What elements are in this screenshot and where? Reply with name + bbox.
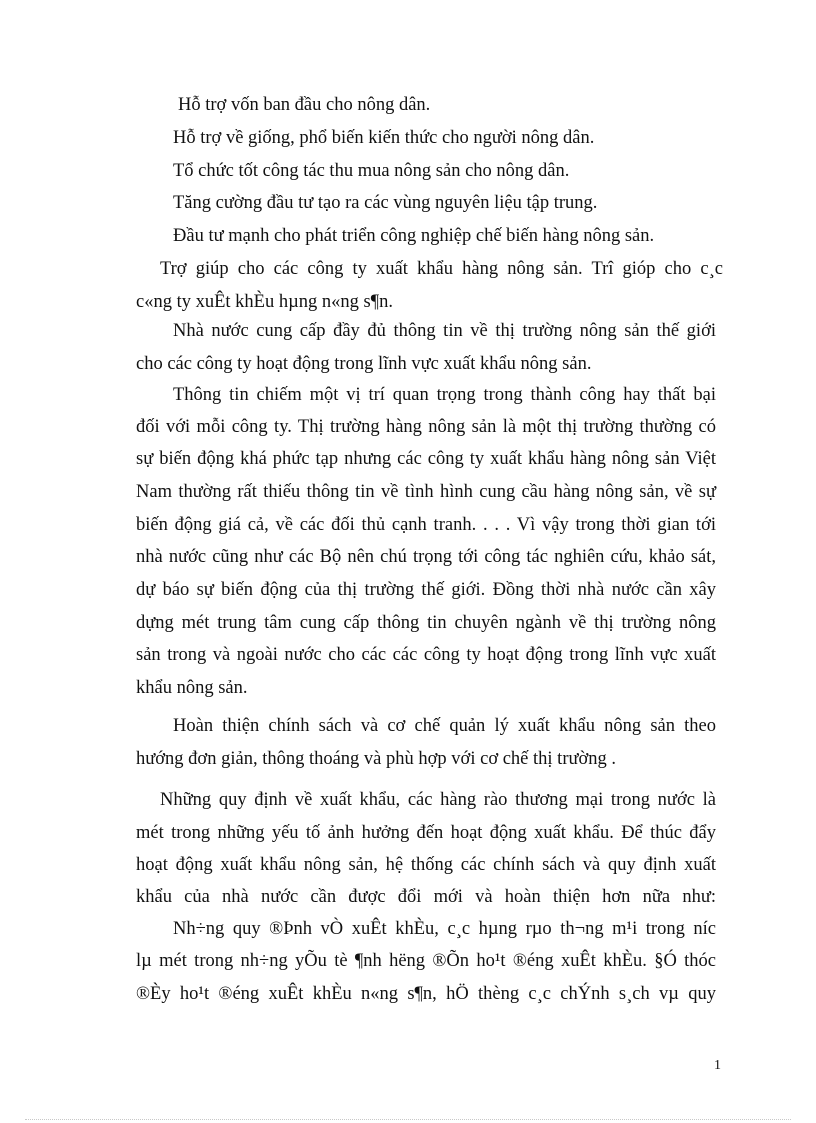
text-line: dự báo sự biến động của thị trường thế giới. Đồng thời nhà nước cần xây xyxy=(136,580,716,600)
text-line: nhà nước cũng như các Bộ nên chú trọng tới công tác nghiên cứu, khảo sát, xyxy=(136,547,716,567)
text-line: đối với mỗi công ty. Thị trường hàng nông sản là một thị trường thường có xyxy=(136,417,716,437)
text-line: Hỗ trợ vốn ban đầu cho nông dân. xyxy=(178,95,431,115)
text-line: lµ mét trong nh÷ng yÕu tè ¶nh hëng ®Õn ho¹t ®éng xuÊt khÈu. §Ó thóc xyxy=(136,951,716,971)
text-line: biến động giá cả, về các đối thủ cạnh tranh. . . . Vì vậy trong thời gian tới xyxy=(136,515,716,535)
text-line: Nhà nước cung cấp đầy đủ thông tin về thị trường nông sản thế giới xyxy=(173,321,716,341)
text-line: sự biến động khá phức tạp nhưng các công ty xuất khẩu hàng nông sản Việt xyxy=(136,449,716,469)
text-line: Trợ giúp cho các công ty xuất khẩu hàng nông sản. Trî gióp cho c¸c xyxy=(160,259,723,279)
text-line: Thông tin chiếm một vị trí quan trọng trong thành công hay thất bại xyxy=(173,385,716,405)
page-number: 1 xyxy=(714,1058,721,1073)
text-line: Nam thường rất thiếu thông tin về tình hình cung cầu hàng nông sản, về sự xyxy=(136,482,716,502)
page-bottom-border xyxy=(25,1119,791,1120)
text-line: sản trong và ngoài nước cho các các công ty hoạt động trong lĩnh vực xuất xyxy=(136,645,716,665)
text-line: Đầu tư mạnh cho phát triển công nghiệp chế biến hàng nông sản. xyxy=(173,226,655,246)
text-line: hoạt động xuất khẩu nông sản, hệ thống các chính sách và quy định xuất xyxy=(136,855,716,875)
text-line: Nh÷ng quy ®Þnh vÒ xuÊt khÈu, c¸c hµng rµo th¬ng m¹i trong níc xyxy=(173,919,716,939)
text-line: khẩu nông sản. xyxy=(136,678,248,698)
text-line: Những quy định về xuất khẩu, các hàng rào thương mại trong nước là xyxy=(160,790,716,810)
text-line: hướng đơn giản, thông thoáng và phù hợp với cơ chế thị trường . xyxy=(136,749,617,769)
text-line: Tăng cường đầu tư tạo ra các vùng nguyên liệu tập trung. xyxy=(173,193,598,213)
text-line: mét trong những yếu tố ảnh hưởng đến hoạt động xuất khẩu. Để thúc đẩy xyxy=(136,823,716,843)
text-line: Tổ chức tốt công tác thu mua nông sản cho nông dân. xyxy=(173,161,570,181)
text-line: Hỗ trợ về giống, phổ biến kiến thức cho người nông dân. xyxy=(173,128,595,148)
text-line: dựng mét trung tâm cung cấp thông tin chuyên ngành về thị trường nông xyxy=(136,613,716,633)
text-line: c«ng ty xuÊt khÈu hµng n«ng s¶n. xyxy=(136,292,393,312)
text-line: Hoàn thiện chính sách và cơ chế quản lý xuất khẩu nông sản theo xyxy=(173,716,716,736)
text-line: khẩu của nhà nước cần được đổi mới và hoàn thiện hơn nữa như: xyxy=(136,887,716,907)
text-line: cho các công ty hoạt động trong lĩnh vực xuất khẩu nông sản. xyxy=(136,354,592,374)
text-line: ®Èy ho¹t ®éng xuÊt khÈu n«ng s¶n, hÖ thèng c¸c chÝnh s¸ch vµ quy xyxy=(136,984,716,1004)
